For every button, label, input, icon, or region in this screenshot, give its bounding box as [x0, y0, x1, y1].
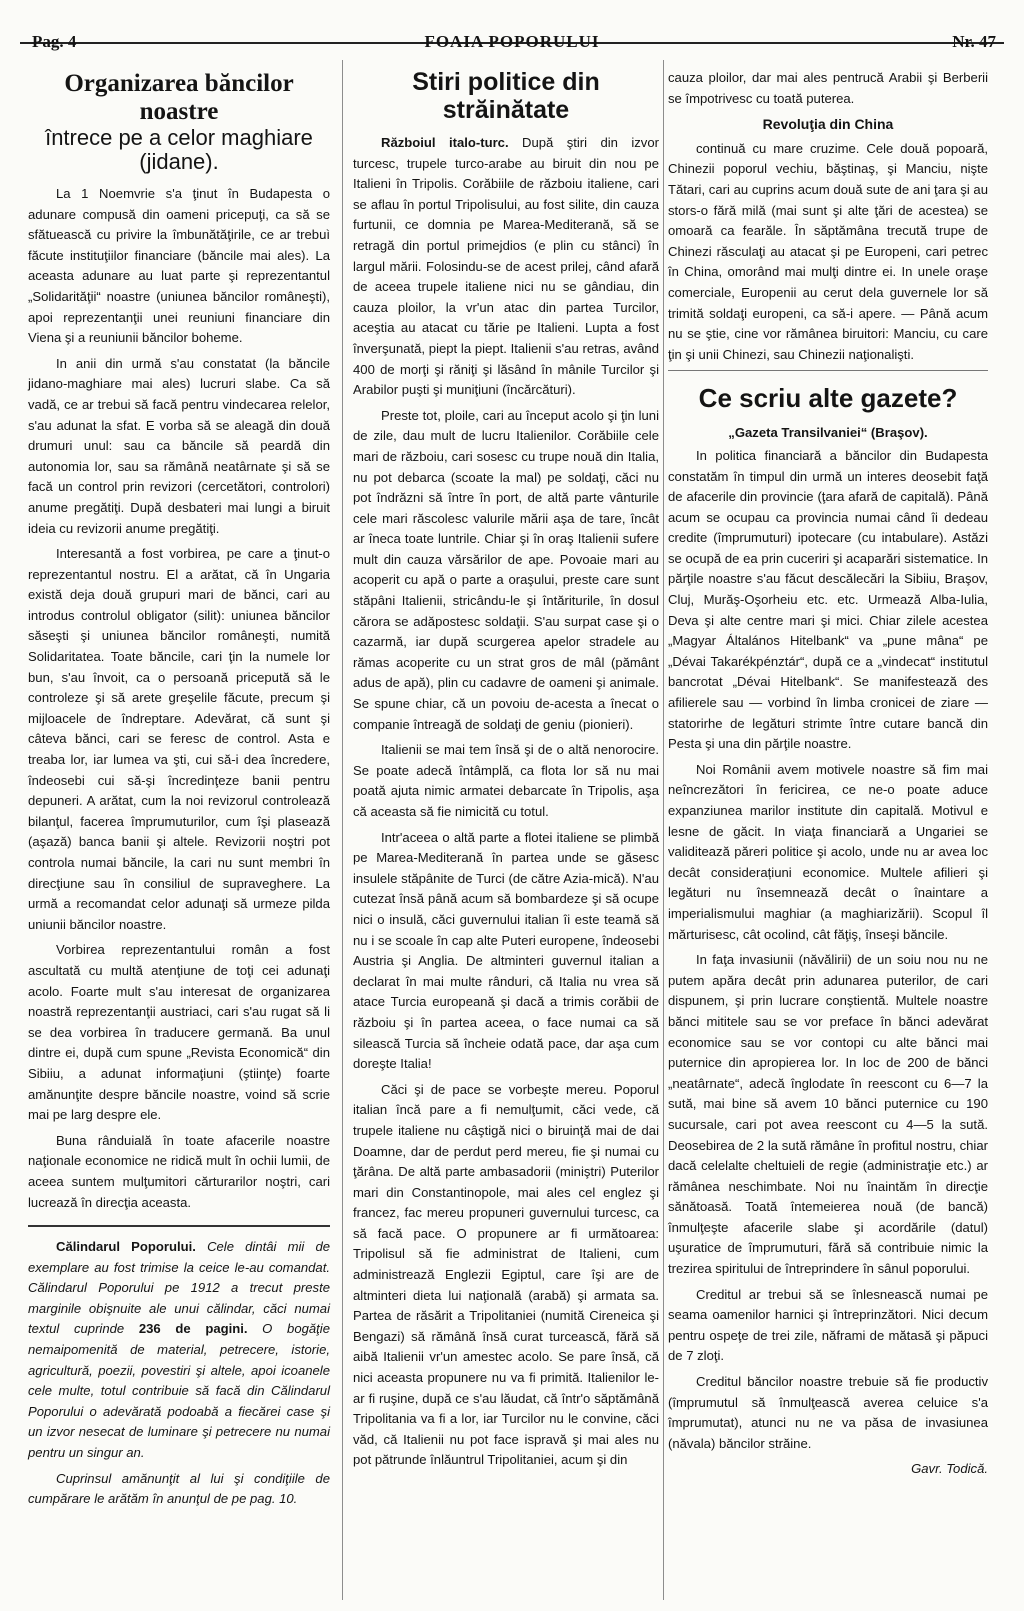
foreign-news-title: Stiri politice din străinătate: [412, 68, 600, 124]
war-text: După ştiri din izvor turcesc, trupele turco-arabe au biruit din nou pe Italieni în Tripolis. Corăbiile de războiu italiene, cari se aflau în portul Tripolisului, au fost silite, din cauza furtunii, ce domnia pe Marea-Mediterană, să se retragă din portul primejdios (e plin cu stânci) în largul mării. Folosindu-se de acest prilej, când afară de aceea trupele italiene nici nu se gândiau, din cauza ploilor, la vr'un atac din partea Turcilor, aceştia au atacat cu tărie pe Italieni. Lupta a fost înverşunată, piept la piept. Italienii s'au retras, având 400 de morţi şi răniţi şi lăsând în mânile Turcilor şi Arabilor puşti şi muniţiuni (încărcături).: [353, 135, 659, 398]
gazeta-paragraph: In faţa invasiunii (năvălirii) de un soiu nou nu ne putem apăra decât prin adunarea puterilor, de cari dispunem, şi prin lucrare conştientă. Multele noastre bănci mititele sau se vor preface în bănci adevărat economice sau se vor contopi cu alte bănci mai puternice din apropierea lor. In loc de 200 de bănci „neatârnate“, adecă înglodate în reescont cu 6—7 la sută, mai bine să avem 10 bănci puternice cu 190 sucursale, cari pot avea reescont cu 4—5 la sută. Deosebirea de 2 la sută rămâne în profitul nostru, chiar dacă celelalte cheltuieli de regie (administraţie etc.) ar rămânea neschimbate. Noi nu înaintăm în direcţie sănătoasă. Toată întemeierea nouă (de bancă) înmulţeşte afacerile slabe şi acordările (datul) uşuratice de împrumuturi, fără să contribuie nimic la trezirea spiritului de întreprindere în sânul poporului.: [668, 952, 988, 1277]
other-newspapers-title: Ce scriu alte gazete?: [698, 383, 958, 414]
gazeta-paragraph: Noi Românii avem motivele noastre să fim mai neîncrezători în fericirea, ce ne-o poate aduce expanziunea marilor institute din capitală. Motivul e lesne de găcit. In viaţa financiară a Ungariei se validitează păreri politice şi acolo, unde nu ar avea loc decât considerațiuni economice. Multele afilieri şi legături nu însemnează decât o înaintare a imperialismului maghiar (a maghiarizării). Scopul îl mărturisesc, cât ocolind, cât făţiş, înseşi băncile.: [668, 761, 988, 942]
bank-article-paragraph: Buna rânduială în toate afacerile noastre naţionale economice ne ridică mult în ochii lumii, de aceea suntem mulţumitori cărturarilor noştri, cari lucrează în direcţia aceasta.: [28, 1132, 330, 1210]
column-divider-left: [342, 60, 343, 1600]
war-paragraph: Căci şi de pace se vorbeşte mereu. Poporul italian încă pare a fi nemulţumit, căci vede, că trupele italiene nu câştigă nici o biruinţă mai de dai Doamne, dar de perdut perd mereu, fie şi numai cu ţărâna. De altă parte ambasadorii (miniştri) Puterilor mari din Constantinopole, mai ales cel englez şi francez, fac mereu propuneri guvernului turcesc, ca să facă pace. O propunere ar fi următoarea: Tripolisul să fie administrat de Italieni, cum administrează Englezii Egiptul, care îşi are de altminteri dieta lui naţională (arabă) şi armata sa. Partea de răsărit a Tripolitaniei (numită Cireneica şi Bengazi) să rămână însă curat turcească, fără să aibă Italienii vr'un amestec acolo. Se pare însă, că nici aceasta propunere nu va fi primită. Italienilor le-ar fi ruşine, după ce s'au lăudat, că într'o săptămână Tripolitania va fi a lor, iar Turcilor nu le convine, căci văd, că Italienii nu pot face ispravă şi mai ales nu pot pătrunde înlăuntrul Tripolitaniei, acum şi din: [353, 1081, 659, 1468]
war-paragraph: Preste tot, ploile, cari au început acolo şi ţin luni de zile, dau mult de lucru Italienilor. Corăbiile cele mari de războiu, cari sosesc cu trupe nouă din Italia, nu pot debarca (scoate la mal) pe soldaţi, căci nu pot îndrăzni să între în port, de altă parte vânturile cele mari răscolesc valurile mării aşa de tare, încât ar îneca toate luntrile. Chiar şi în oraş Italienii sufere mult din cauza vărsărilor de ape. Povoaie mari au acoperit cu apă o parte a oraşului, preste care sunt stăpâni Italienii, stricându-le şi întăriturile, în dosul cărora se adăpostesc soldaţii. S'au surpat case şi o cazarmă, iar după scurgerea apelor stradele au rămas acoperite cu un strat gros de mâl (pământ adus de apă), plin cu cadavre de oameni şi animale. Se spune chiar, că un povoiu de-acesta a înecat o companie întreagă de soldaţi de geniu (pionieri).: [353, 407, 659, 732]
newspaper-source: „Gazeta Transilvaniei“ (Braşov).: [728, 425, 928, 441]
war-paragraph: Intr'aceea o altă parte a flotei italiene se plimbă pe Marea-Mediterană în partea unde se găsesc insulele stăpânite de Turci (de către Azia-mică). N'au cutezat însă până acum să bombardeze şi să ocupe nici o insulă, căci guvernului italian îi este teamă să nu i se scoale în cap alte Puteri europene, îndeosebi Austria şi Anglia. De altminteri guvernul italian a declarat în mai multe rânduri, că Italia nu vrea să atace Turcia europeană şi dacă a trimis corăbii de războiu şi în partea aceea, o face numai ca să silească Turcia să încheie odată pace, dar aşa cum doreşte Italia!: [353, 829, 659, 1072]
issue-number: Nr. 47: [952, 32, 996, 51]
calendar-notice: [28, 1237, 330, 1464]
column-divider-right: [663, 60, 664, 1600]
article-subtitle: întrece pe a celor maghiare (jidane).: [45, 125, 313, 174]
bank-article-paragraph: Interesantă a fost vorbirea, pe care a ţinut-o reprezentantul nostru. El a arătat, că în Ungaria există deja două grupuri mari de bănci, cari au introdus controlul obligator (silit): uniunea băncilor săseşti şi uniunea băncilor româneşti, numită Solidaritatea. Toate băncile, cari ţin la numele lor bun, s'au învoit, ca o persoană pricepută să le controleze şi să arete greşelile făcute, precum şi mijloacele de îndreptare. Adevărat, că sunt şi câteva bănci, cari se feresc de control. Asta e treaba lor, iar lumea va şti, cui să-i dea încredere, îndeosebi cui să-şi încredinţeze banii pentru depuneri. A arătat, cum la noi revizorul controlează bilanţul, facerea împrumuturilor, cum îşi plasează (aşază) banca banii şi altele. Revizorii noştri pot controla numai băncile, la cari nu sunt membri în direcţiune sau în consiliul de supraveghere. La urmă a recomandat celor adunaţi să urmeze pilda uniunii băncilor noastre.: [28, 546, 330, 932]
bank-article-paragraph: La 1 Noemvrie s'a ţinut în Budapesta o adunare compusă din oameni pricepuţi, ca să se sfătuească cu privire la îmbunătăţirile, ce ar trebuì făcute instituţiilor financiare (băncile mai ales). La aceasta adunare au luat parte şi reprezentantul „Solidarităţii“ noastre (uniunea băncilor româneşti), apoi reprezentanţii unei reuniuni financiare din Viena şi a reuniunii băncilor boheme.: [28, 186, 330, 346]
continued-paragraph: cauza ploilor, dar mai ales pentrucă Arabii şi Berberii se împotrivesc cu toată puterea.: [668, 70, 988, 106]
calendar-description: O bogăţie nemaipomenită de material, petrecere, istorie, agricultură, poezii, povestiri şi altele, apoi icoanele cele multe, totul contribuie să facă din Călindarul Poporului o adevărată podoabă a fiecărei case şi un izvor nesecat de luminare şi petrecere nu numai pentru un singur an.: [28, 1321, 330, 1461]
calendar-contents-note: Cuprinsul amănunţit al lui şi condiţiile de cumpărare le arătăm în anunţul de pe pag. 10.: [28, 1470, 330, 1507]
calendar-text: Cele dintâi mii de exemplare au fost trimise la ceice le-au comandat. Călindarul Poporului pe 1912 a trecut preste marginile obişnuite ale unui călindar, căci numai textul cuprinde: [28, 1239, 331, 1337]
gazeta-paragraph: Creditul băncilor noastre trebuie să fie productiv (împrumutul să înmulţească averea celuice s'a împrumutat), atunci nu ne va păsa de invasiunea (năvala) băncilor străine.: [668, 1374, 988, 1451]
gazeta-paragraph: In politica financiară a băncilor din Budapesta constatăm în timpul din urmă un interes deosebit faţă de afacerile din provincie (ţara afară de capitală). Până acum se ocupau ca provincia numai când îi dedeau credite (împrumuturi) ipotecare (cu intabulare). Astăzi se ocupă de ea prin cuceriri şi acaparări sistematice. In părţile noastre s'au făcut descălecări la Sibiiu, Braşov, Cluj, Murăş-Oşorheiu etc. etc. Urmează Alba-Iulia, Deva şi alte centre mari şi mici. Chiar zilele acestea „Magyar Általános Hitelbank“ va „pune mâna“ pe „Dévai Takarékpénztár“, după ce a „vindecat“ institutul bancrotat „Dévai Hitelbank“. Se manifestează des afilierele sau — vorbind în limba cronicei de ziare — statorirhe de legături strimte între cutare bancă din Pesta şi una din părţile noastre.: [668, 447, 988, 752]
china-revolution-paragraph: continuă cu mare cruzime. Cele două popoară, Chinezii poporul vechiu, băştinaş, şi Manciu, nişte Tătari, cari au cuprins acum două sute de ani ţara şi au stors-o fără milă (mai sunt şi alte ţări de acestea) se omoară ca fearăle. În săptămâna trecută trupe de Chinezi răsculaţi au atacat şi pe Europeni, cari petrec în China, omorând mai mulţi dintre ei. In unele oraşe comerciale, Europenii au cerut dela guvernele lor să trimită soldaţi europeni, ca să-i apere. — Până acum nu se ştie, cine vor rămânea biruitori: Manciu, cu care ţin şi unii Chinezi, sau Chinezii naţionalişti.: [668, 140, 988, 362]
middle-column: [353, 68, 659, 1476]
page-number: Pag. 4: [32, 32, 77, 51]
war-label: Războiul italo-turc.: [381, 135, 509, 150]
right-column: [668, 68, 988, 1480]
article-title-bank-organization: Organizarea băncilor noastre: [64, 70, 294, 125]
author-signature: Gavr. Todică.: [911, 1461, 988, 1477]
section-rule: [668, 370, 988, 371]
italo-turk-war-paragraph: [353, 133, 659, 401]
left-column: [28, 68, 330, 1515]
page-header: [20, 8, 1004, 51]
section-rule: [28, 1225, 330, 1227]
gazeta-paragraph: Creditul ar trebui să se înlesnească numai pe seama oamenilor harnici şi întreprinzători. Nici decum pentru ospeţe de trei zile, năframi de mătasă şi păpuci de 7 zloţi.: [668, 1286, 988, 1364]
newspaper-title: FOAIA POPORULUI: [424, 32, 600, 51]
war-paragraph: Italienii se mai tem însă şi de o altă nenorocire. Se poate adecă întâmplă, ca flota lor să nu mai poată ajuta nimic armatei debarcate în Tripolis, aşa că aceasta să fie nimicită cu totul.: [353, 742, 659, 819]
china-revolution-title: Revoluţia din China: [762, 116, 894, 133]
calendar-page-count: 236 de pagini.: [138, 1321, 248, 1337]
bank-article-paragraph: Vorbirea reprezentantului român a fost ascultată cu multă atenţiune de toţi cei adunaţi acolo. Foarte mult s'au interesat de organizarea noastră reprezentanţii austriaci, cari s'au rugat să li se dea vorbirea în traducere germană. Ba unul dintre ei, după cum spune „Revista Economică“ din Sibiiu, a adunat informaţiuni (ştiinţe) foarte amănunţite despre băncile noastre, voind să scrie mai pe larg despre ele.: [28, 942, 330, 1123]
bank-article-paragraph: In anii din urmă s'au constatat (la băncile jidano-maghiare mai ales) lucruri slabe. Ca să vadă, ce ar trebui să facă pentru vindecarea relelor, s'au adunat la sfat. E vorba să se aleagă din două drumuri unul: sau ca băncile să peardă din autonomia lor, sau sa rămână neatârnate şi să se facă un control prin revizori (cercetători, controlori) anume pregătiţi. După desbateri mai lungi a biruit ideia cu revizorii anume pregătiţi.: [28, 355, 330, 536]
calendar-label: Călindarul Poporului.: [56, 1239, 196, 1255]
